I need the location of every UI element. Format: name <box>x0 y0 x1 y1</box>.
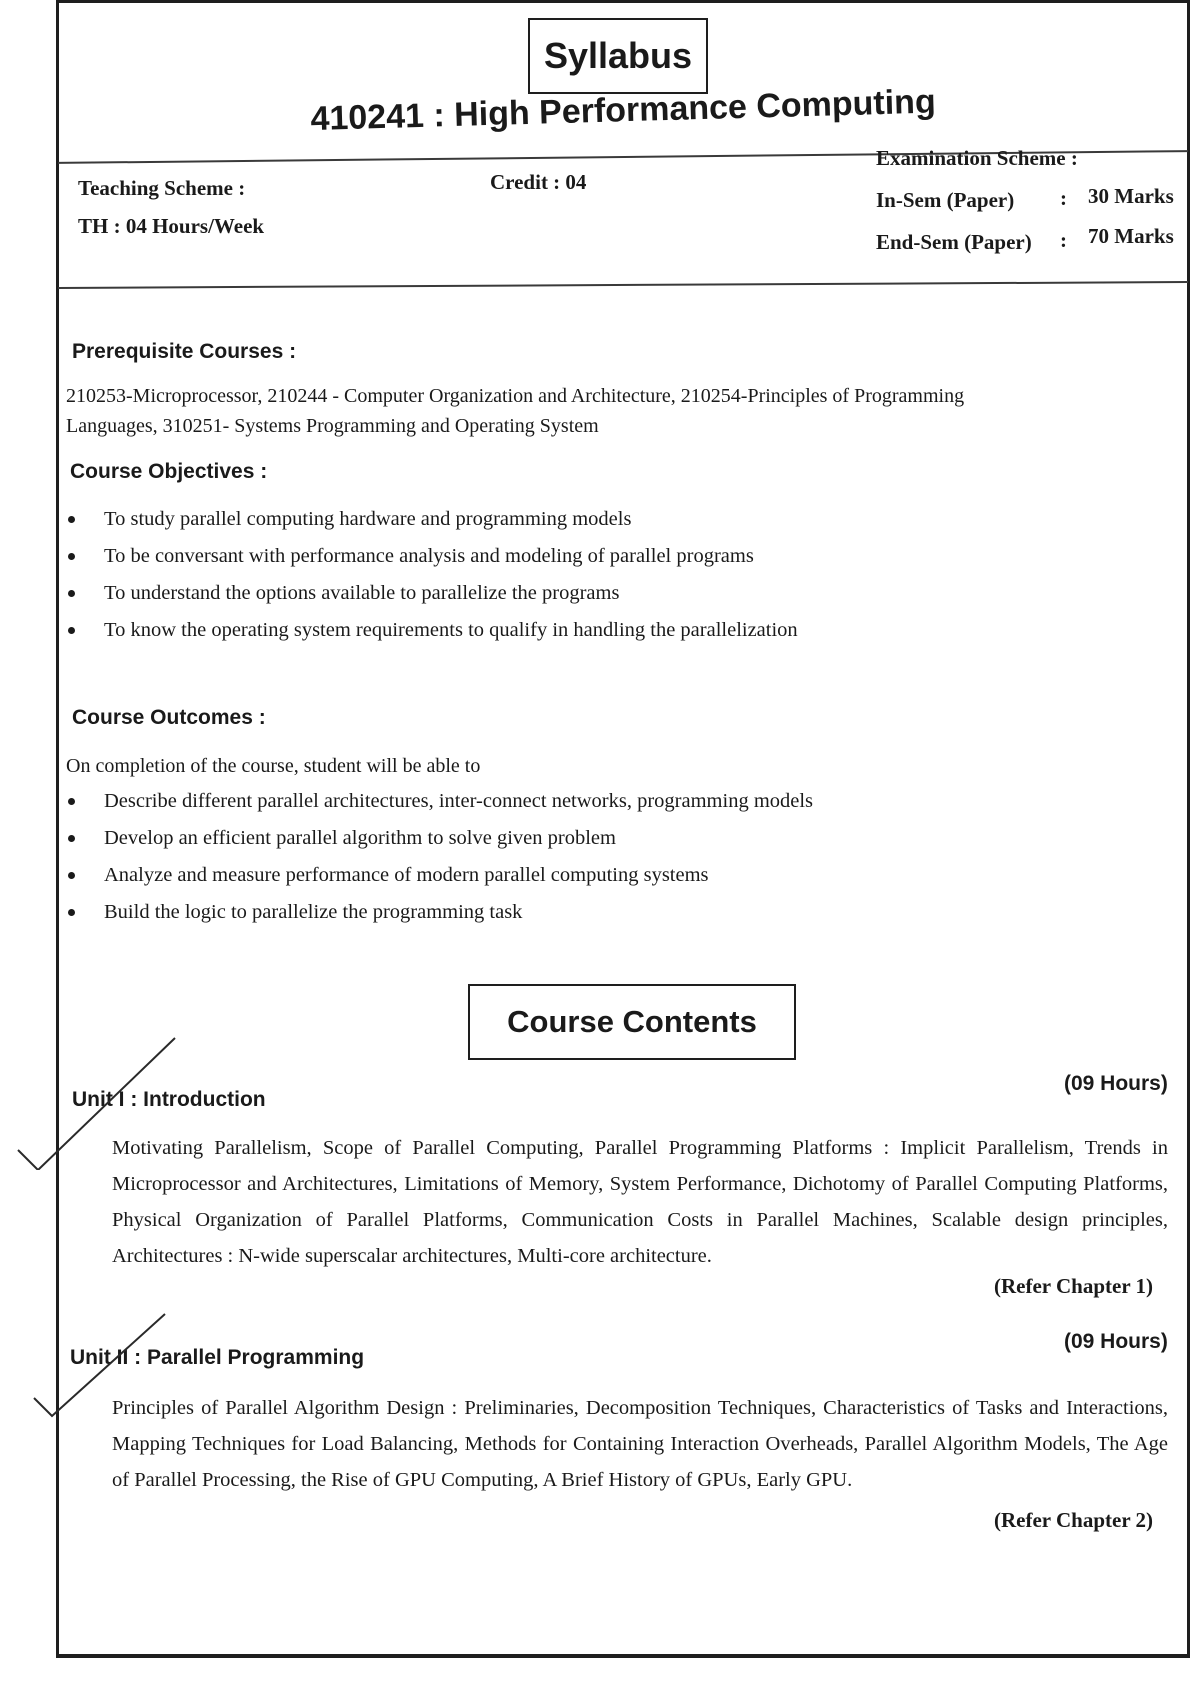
unit-2-hours: (09 Hours) <box>1064 1330 1168 1353</box>
bullet-icon <box>68 835 75 842</box>
insem-colon: : <box>1060 186 1067 210</box>
prerequisites-line-1: 210253-Microprocessor, 210244 - Computer Organization and Architecture, 210254-Principles of Programming <box>66 385 965 407</box>
credit-value: Credit : 04 <box>490 170 587 194</box>
prerequisites-heading: Prerequisite Courses : <box>72 340 297 363</box>
bullet-icon <box>68 553 75 560</box>
insem-marks: 30 Marks <box>1088 184 1174 208</box>
exam-scheme-label: Examination Scheme : <box>876 146 1078 170</box>
unit-2-title: Unit II : Parallel Programming <box>70 1346 365 1369</box>
endsem-colon: : <box>1060 228 1067 252</box>
course-title: 410241 : High Performance Computing <box>310 82 937 138</box>
list-item: To study parallel computing hardware and programming models <box>64 504 798 541</box>
teaching-hours: TH : 04 Hours/Week <box>78 214 265 238</box>
bullet-icon <box>68 909 75 916</box>
unit-2-body: Principles of Parallel Algorithm Design : Preliminaries, Decomposition Techniques, Characteristics of Tasks and Interactions, Mapping Techniques for Load Balancing, Methods for Containing Interaction Overheads, Parallel Algorithm Models, The Age of Parallel Processing, the Rise of GPU Computing, A Brief History of GPUs, Early GPU. <box>112 1397 1168 1491</box>
endsem-label: End-Sem (Paper) <box>876 230 1032 254</box>
list-item: Analyze and measure performance of modern parallel computing systems <box>64 860 813 897</box>
unit-2-refer: (Refer Chapter 2) <box>994 1508 1154 1532</box>
bullet-icon <box>68 798 75 805</box>
check-mark-icon <box>20 1310 170 1420</box>
bullet-icon <box>68 627 75 634</box>
outcomes-list <box>64 786 813 934</box>
list-item: To know the operating system requirements to qualify in handling the parallelization <box>64 615 798 652</box>
teaching-scheme-label: Teaching Scheme : <box>78 176 246 200</box>
list-item: Build the logic to parallelize the programming task <box>64 897 813 934</box>
unit-1-body: Motivating Parallelism, Scope of Parallel Computing, Parallel Programming Platforms : Implicit Parallelism, Trends in Microprocessor and Architectures, Limitations of Memory, System Performance, Dichotomy of Parallel Computing Platforms, Physical Organization of Parallel Platforms, Communication Costs in Parallel Machines, Scalable design principles, Architectures : N-wide superscalar architectures, Multi-core architecture. <box>112 1137 1168 1267</box>
prerequisites-line-2: Languages, 310251- Systems Programming and Operating System <box>66 415 599 437</box>
objectives-list <box>64 504 798 652</box>
insem-label: In-Sem (Paper) <box>876 188 1015 212</box>
bullet-icon <box>68 872 75 879</box>
unit-1-hours: (09 Hours) <box>1064 1072 1168 1095</box>
list-item: Describe different parallel architectures, inter-connect networks, programming models <box>64 786 813 823</box>
unit-1-refer: (Refer Chapter 1) <box>994 1274 1154 1298</box>
unit-1-title: Unit I : Introduction <box>72 1088 266 1111</box>
syllabus-title-box: Syllabus <box>528 18 708 94</box>
objectives-heading: Course Objectives : <box>70 460 268 483</box>
bullet-icon <box>68 590 75 597</box>
outcomes-intro: On completion of the course, student will be able to <box>66 755 481 777</box>
check-mark-icon <box>0 1030 190 1170</box>
outcomes-heading: Course Outcomes : <box>72 706 266 729</box>
course-contents-box: Course Contents <box>468 984 796 1060</box>
list-item: To be conversant with performance analysis and modeling of parallel programs <box>64 541 798 578</box>
bullet-icon <box>68 516 75 523</box>
list-item: Develop an efficient parallel algorithm to solve given problem <box>64 823 813 860</box>
endsem-marks: 70 Marks <box>1088 224 1174 248</box>
list-item: To understand the options available to parallelize the programs <box>64 578 798 615</box>
